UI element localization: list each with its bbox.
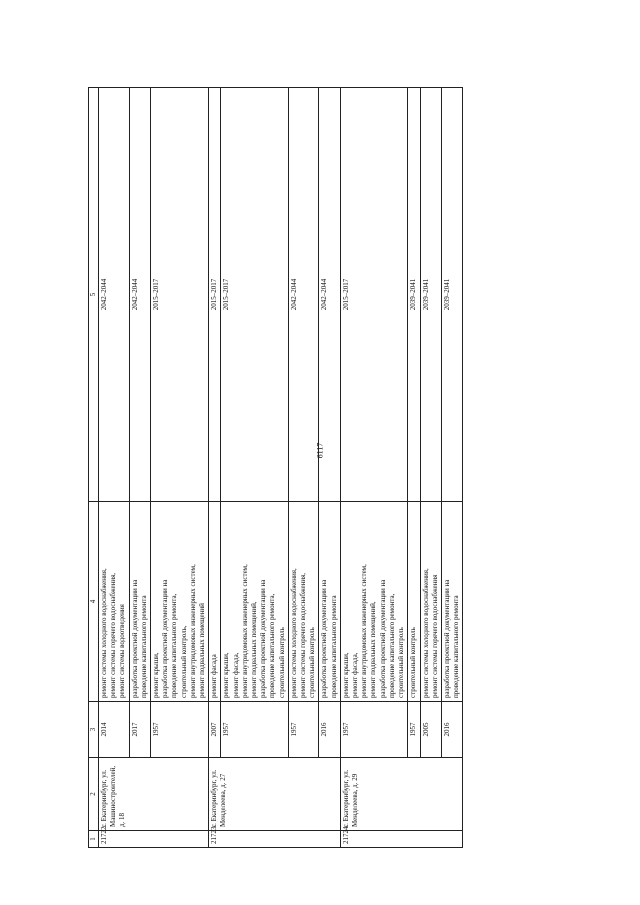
table-row xyxy=(209,88,221,848)
row-year: 2007 xyxy=(209,702,221,758)
row-works: разработка проектной документации на проведение капитального ремонта xyxy=(319,502,340,702)
row-period: 2015–2017 xyxy=(151,88,209,502)
header-col-4: 4 xyxy=(89,502,99,702)
row-period: 2015–2017 xyxy=(209,88,221,502)
table-row xyxy=(288,88,319,848)
table-body xyxy=(89,88,463,848)
row-year: 1957 xyxy=(288,702,319,758)
header-col-1: 1 xyxy=(89,831,99,848)
table-row xyxy=(129,88,150,848)
table-row xyxy=(221,88,288,848)
table-row xyxy=(99,88,130,848)
table-row xyxy=(151,88,209,848)
row-year: 2016 xyxy=(441,702,462,758)
row-works: ремонт системы холодного водоснабжения, ремонт системы горячего водоснабжения, строительный контроль xyxy=(288,502,319,702)
row-year: 2014 xyxy=(99,702,130,758)
row-year: 1957 xyxy=(408,702,420,758)
row-works: ремонт системы холодного водоснабжения, ремонт системы горячего водоснабжения xyxy=(420,502,441,702)
row-period: 2042–2044 xyxy=(99,88,130,502)
header-col-2: 2 xyxy=(89,758,99,831)
entry-address: г. Екатеринбург, ул. Машиностроителей, д. 18 xyxy=(99,758,209,831)
row-year: 1957 xyxy=(151,702,209,758)
table-row xyxy=(408,88,420,848)
header-col-3: 3 xyxy=(89,702,99,758)
row-works: строительный контроль xyxy=(408,502,420,702)
row-period: 2039–2041 xyxy=(441,88,462,502)
row-works: разработка проектной документации на проведение капитального ремонта xyxy=(129,502,150,702)
row-period: 2039–2041 xyxy=(408,88,420,502)
row-works: ремонт фасада xyxy=(209,502,221,702)
row-period: 2015–2017 xyxy=(221,88,288,502)
row-year: 1957 xyxy=(340,702,407,758)
row-works: ремонт крыши, ремонт фасада, ремонт внутридомовых инженерных систем, ремонт подвальных помещений, разработка проектной документации на проведение капитального ремонта, строительный контроль xyxy=(221,502,288,702)
row-period: 2042–2044 xyxy=(129,88,150,502)
row-works: ремонт крыши, ремонт фасада, ремонт внутридомовых инженерных систем, ремонт подвальных помещений, разработка проектной документации на проведение капитального ремонта, строительный контроль xyxy=(340,502,407,702)
page-number: 6117 xyxy=(315,442,325,459)
table-row xyxy=(340,88,407,848)
repair-schedule-table xyxy=(88,87,463,848)
row-works: разработка проектной документации на проведение капитального ремонта xyxy=(441,502,462,702)
row-year: 1957 xyxy=(221,702,288,758)
header-row xyxy=(89,88,99,848)
entry-address: г. Екатеринбург, ул. Менделеева, д. 27 xyxy=(209,758,341,831)
row-works: ремонт системы холодного водоснабжения, ремонт системы горячего водоснабжения, ремонт системы водоотведения xyxy=(99,502,130,702)
row-works: ремонт крыши, разработка проектной документации на проведение капитального ремонта, строительный контроль, ремонт внутридомовых инженерных систем, ремонт подвальных помещений xyxy=(151,502,209,702)
entry-number: 21722. xyxy=(99,831,209,848)
row-period: 2042–2044 xyxy=(288,88,319,502)
entry-number: 21724. xyxy=(340,831,462,848)
rotated-table-page xyxy=(88,88,540,848)
entry-number: 21723. xyxy=(209,831,341,848)
row-period: 2015–2017 xyxy=(340,88,407,502)
row-year: 2016 xyxy=(319,702,340,758)
row-period: 2042–2044 xyxy=(319,88,340,502)
row-period: 2039–2041 xyxy=(420,88,441,502)
header-col-5: 5 xyxy=(89,88,99,502)
table-row xyxy=(319,88,340,848)
table-row xyxy=(441,88,462,848)
entry-address: г. Екатеринбург, ул. Менделеева, д. 29 xyxy=(340,758,462,831)
row-year: 2005 xyxy=(420,702,441,758)
row-year: 2017 xyxy=(129,702,150,758)
table-row xyxy=(420,88,441,848)
